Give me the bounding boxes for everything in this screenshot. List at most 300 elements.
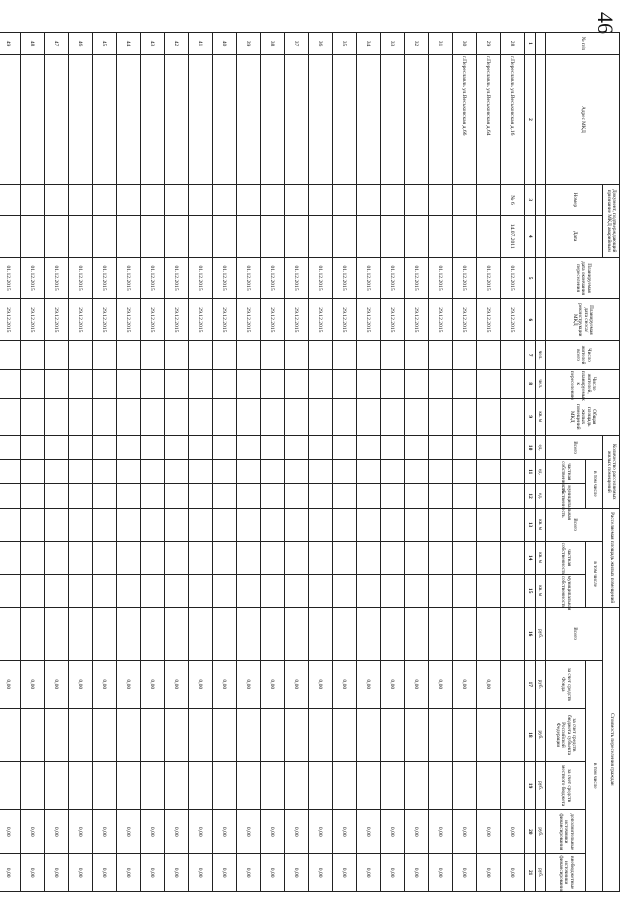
cell-p2: 29.12.2015 — [501, 299, 525, 341]
cell-s1 — [189, 508, 213, 541]
cell-p1: 01.12.2015 — [357, 257, 381, 299]
cell-s1 — [93, 508, 117, 541]
cell-f: 0,00 — [117, 660, 141, 708]
cell-dn — [45, 184, 69, 215]
cell-r2 — [93, 369, 117, 398]
cell-s3 — [165, 574, 189, 607]
cell-ad: 0,00 — [69, 810, 93, 854]
col-end-resettlement-header: Планируемая дата окончания переселения — [546, 257, 620, 299]
cell-n: 33 — [381, 33, 405, 55]
cell-lb — [453, 761, 477, 809]
cell-dd — [0, 215, 21, 257]
cell-t — [213, 607, 237, 660]
cell-ad: 0,00 — [285, 810, 309, 854]
col-extra-header: внебюджетные источники финансирования — [546, 854, 586, 892]
col-area-municipal-header: муниципальная собственность — [546, 574, 586, 607]
cell-a — [285, 398, 309, 435]
col-count-private-header: частная собственность — [546, 460, 586, 484]
cell-addr — [405, 55, 429, 185]
cell-f: 0,00 — [21, 660, 45, 708]
cell-a — [45, 398, 69, 435]
cell-a — [333, 398, 357, 435]
cell-ad: 0,00 — [21, 810, 45, 854]
cell-s2 — [333, 541, 357, 574]
cell-c3 — [213, 484, 237, 508]
cell-n: 29 — [477, 33, 501, 55]
cell-p1: 01.12.2015 — [21, 257, 45, 299]
cell-dd — [189, 215, 213, 257]
cell-s1 — [45, 508, 69, 541]
cell-c2 — [21, 460, 45, 484]
cell-s3 — [381, 574, 405, 607]
col-count-municipal-header: муниципальная собственность — [546, 484, 586, 508]
cell-rb — [405, 709, 429, 762]
cell-r2 — [261, 369, 285, 398]
cell-ex: 0,00 — [237, 854, 261, 892]
cell-dd — [453, 215, 477, 257]
cell-s3 — [93, 574, 117, 607]
cell-ex: 0,00 — [69, 854, 93, 892]
cell-p1: 01.12.2015 — [477, 257, 501, 299]
column-number-cell: 13 — [525, 508, 536, 541]
cell-t — [45, 607, 69, 660]
cell-t — [117, 607, 141, 660]
cell-a — [381, 398, 405, 435]
cell-p2: 29.12.2015 — [285, 299, 309, 341]
cell-s2 — [309, 541, 333, 574]
cell-addr: г.Переславль ул.Веськовская д.64 — [477, 55, 501, 185]
cell-p1: 01.12.2015 — [405, 257, 429, 299]
cell-c1 — [405, 435, 429, 459]
cell-dn — [165, 184, 189, 215]
table-row — [501, 33, 525, 892]
cell-dn — [141, 184, 165, 215]
cell-n: 47 — [45, 33, 69, 55]
cell-s1 — [0, 508, 21, 541]
cell-n: 48 — [21, 33, 45, 55]
cell-r1 — [93, 341, 117, 370]
cell-rb — [117, 709, 141, 762]
cell-rb — [237, 709, 261, 762]
table-row — [261, 33, 285, 892]
cell-ad: 0,00 — [405, 810, 429, 854]
cell-n: 45 — [93, 33, 117, 55]
cell-a — [117, 398, 141, 435]
cell-r2 — [477, 369, 501, 398]
cell-lb — [213, 761, 237, 809]
cell-t — [477, 607, 501, 660]
cell-a — [69, 398, 93, 435]
cell-ad: 0,00 — [477, 810, 501, 854]
cell-s2 — [285, 541, 309, 574]
cell-s3 — [333, 574, 357, 607]
cell-ad: 0,00 — [141, 810, 165, 854]
cell-rb — [165, 709, 189, 762]
cell-s1 — [501, 508, 525, 541]
cell-p2: 29.12.2015 — [21, 299, 45, 341]
cell-r2 — [501, 369, 525, 398]
cell-c3 — [93, 484, 117, 508]
cell-lb — [381, 761, 405, 809]
unit-cell — [536, 55, 546, 185]
cell-lb — [237, 761, 261, 809]
unit-cell: чел. — [536, 341, 546, 370]
cell-r2 — [141, 369, 165, 398]
cell-p1: 01.12.2015 — [429, 257, 453, 299]
cell-t — [21, 607, 45, 660]
cell-f: 0,00 — [45, 660, 69, 708]
cell-c1 — [261, 435, 285, 459]
unit-cell — [536, 33, 546, 55]
cell-p1: 01.12.2015 — [117, 257, 141, 299]
cell-p2: 29.12.2015 — [429, 299, 453, 341]
unit-cell: руб. — [536, 709, 546, 762]
cell-s2 — [213, 541, 237, 574]
cell-c1 — [237, 435, 261, 459]
col-demolition-header: Планируемая дата сноса/реконструкции МКД — [546, 299, 620, 341]
cell-ex: 0,00 — [357, 854, 381, 892]
cell-c3 — [429, 484, 453, 508]
cell-c2 — [237, 460, 261, 484]
cell-a — [189, 398, 213, 435]
cell-r2 — [429, 369, 453, 398]
cell-lb — [45, 761, 69, 809]
cell-s2 — [69, 541, 93, 574]
cell-ex: 0,00 — [405, 854, 429, 892]
column-number-cell: 7 — [525, 341, 536, 370]
table-row — [453, 33, 477, 892]
cell-s3 — [261, 574, 285, 607]
cell-dd — [285, 215, 309, 257]
cell-r1 — [45, 341, 69, 370]
cell-c3 — [405, 484, 429, 508]
cell-p1: 01.12.2015 — [453, 257, 477, 299]
cell-s1 — [453, 508, 477, 541]
cell-dd — [309, 215, 333, 257]
cell-r1 — [0, 341, 21, 370]
cell-p1: 01.12.2015 — [93, 257, 117, 299]
col-address-header: Адрес МКД — [546, 55, 620, 185]
table-row — [189, 33, 213, 892]
cell-s2 — [405, 541, 429, 574]
cell-a — [453, 398, 477, 435]
cell-ad: 0,00 — [165, 810, 189, 854]
cell-c1 — [45, 435, 69, 459]
cell-p2: 29.12.2015 — [213, 299, 237, 341]
cell-r1 — [333, 341, 357, 370]
cell-r2 — [0, 369, 21, 398]
cell-t — [93, 607, 117, 660]
cell-s1 — [405, 508, 429, 541]
cell-c2 — [501, 460, 525, 484]
cost-in-that-header: в том числе — [586, 660, 603, 891]
cell-a — [165, 398, 189, 435]
cell-lb — [117, 761, 141, 809]
table-row — [237, 33, 261, 892]
cell-c2 — [405, 460, 429, 484]
unit-cell: ед. — [536, 460, 546, 484]
cell-c2 — [453, 460, 477, 484]
area-in-that-header: в том числе — [586, 541, 603, 607]
cell-n: 38 — [261, 33, 285, 55]
cell-p1: 01.12.2015 — [501, 257, 525, 299]
cell-ad: 0,00 — [213, 810, 237, 854]
cell-lb — [93, 761, 117, 809]
col-doc-number-header: Номер — [546, 184, 603, 215]
cell-p1: 01.12.2015 — [237, 257, 261, 299]
cell-dd — [213, 215, 237, 257]
cell-s3 — [357, 574, 381, 607]
cell-t — [141, 607, 165, 660]
column-number-cell: 3 — [525, 184, 536, 215]
cell-r2 — [69, 369, 93, 398]
cell-lb — [141, 761, 165, 809]
cell-s1 — [21, 508, 45, 541]
cell-n: 35 — [333, 33, 357, 55]
cell-f: 0,00 — [261, 660, 285, 708]
cell-lb — [357, 761, 381, 809]
cell-s3 — [0, 574, 21, 607]
cell-a — [0, 398, 21, 435]
column-number-cell: 17 — [525, 660, 536, 708]
cell-p2: 29.12.2015 — [381, 299, 405, 341]
cell-f: 0,00 — [69, 660, 93, 708]
unit-cell — [536, 184, 546, 215]
cell-s1 — [285, 508, 309, 541]
cell-s2 — [141, 541, 165, 574]
table-row — [117, 33, 141, 892]
unit-cell: чел. — [536, 369, 546, 398]
cell-lb — [405, 761, 429, 809]
unit-cell: руб. — [536, 854, 546, 892]
cell-t — [381, 607, 405, 660]
cell-s3 — [189, 574, 213, 607]
cell-s2 — [165, 541, 189, 574]
cell-dd — [93, 215, 117, 257]
cell-n: 30 — [453, 33, 477, 55]
cell-rb — [69, 709, 93, 762]
cell-rb — [189, 709, 213, 762]
column-number-cell: 16 — [525, 607, 536, 660]
cell-dn — [309, 184, 333, 215]
cell-ad: 0,00 — [117, 810, 141, 854]
cell-r1 — [141, 341, 165, 370]
cell-f: 0,00 — [0, 660, 21, 708]
cell-p1: 01.12.2015 — [69, 257, 93, 299]
cell-r2 — [189, 369, 213, 398]
cell-c1 — [285, 435, 309, 459]
cell-dd — [429, 215, 453, 257]
column-number-cell: 9 — [525, 398, 536, 435]
cell-ex: 0,00 — [93, 854, 117, 892]
cell-c2 — [381, 460, 405, 484]
cell-s3 — [237, 574, 261, 607]
cell-s1 — [309, 508, 333, 541]
cell-r1 — [357, 341, 381, 370]
unit-cell: ед. — [536, 484, 546, 508]
cell-ad: 0,00 — [0, 810, 21, 854]
cell-r1 — [189, 341, 213, 370]
cell-c2 — [429, 460, 453, 484]
col-doc-date-header: Дата — [546, 215, 603, 257]
cell-p1: 01.12.2015 — [213, 257, 237, 299]
cell-p1: 01.12.2015 — [333, 257, 357, 299]
cell-r2 — [309, 369, 333, 398]
cell-s3 — [117, 574, 141, 607]
cell-dd — [117, 215, 141, 257]
cell-addr — [45, 55, 69, 185]
rotated-table-wrapper — [5, 32, 620, 893]
cell-r1 — [165, 341, 189, 370]
cell-ad: 0,00 — [45, 810, 69, 854]
cell-s2 — [453, 541, 477, 574]
cell-c3 — [501, 484, 525, 508]
cell-lb — [0, 761, 21, 809]
cell-dd — [333, 215, 357, 257]
cell-r2 — [357, 369, 381, 398]
cell-addr — [117, 55, 141, 185]
column-number-cell: 2 — [525, 55, 536, 185]
cell-t — [285, 607, 309, 660]
cell-s3 — [453, 574, 477, 607]
unit-cell — [536, 257, 546, 299]
cell-s1 — [381, 508, 405, 541]
cell-p1: 01.12.2015 — [0, 257, 21, 299]
cell-r2 — [117, 369, 141, 398]
cell-c2 — [0, 460, 21, 484]
unit-cell: руб. — [536, 810, 546, 854]
column-number-cell: 15 — [525, 574, 536, 607]
table-body — [0, 33, 525, 892]
cell-addr: г.Переславль ул.Веськовская д.16 — [501, 55, 525, 185]
column-number-cell: 4 — [525, 215, 536, 257]
cell-addr — [189, 55, 213, 185]
cell-c2 — [333, 460, 357, 484]
cell-dn — [213, 184, 237, 215]
cell-lb — [21, 761, 45, 809]
cell-c3 — [309, 484, 333, 508]
cell-c1 — [165, 435, 189, 459]
cost-group-header: Стоимость переселения граждан — [603, 607, 620, 891]
cell-ex: 0,00 — [429, 854, 453, 892]
cell-dd — [405, 215, 429, 257]
cell-s1 — [357, 508, 381, 541]
cell-c1 — [357, 435, 381, 459]
cell-lb — [333, 761, 357, 809]
cell-rb — [93, 709, 117, 762]
cell-c1 — [429, 435, 453, 459]
document-sheet — [5, 32, 620, 893]
cell-lb — [285, 761, 309, 809]
cell-p1: 01.12.2015 — [189, 257, 213, 299]
table-row — [309, 33, 333, 892]
table-row — [141, 33, 165, 892]
cell-p2: 29.12.2015 — [453, 299, 477, 341]
cell-n: 32 — [405, 33, 429, 55]
cell-dn — [357, 184, 381, 215]
cell-r2 — [213, 369, 237, 398]
cell-n: 43 — [141, 33, 165, 55]
cell-r2 — [285, 369, 309, 398]
cell-c1 — [117, 435, 141, 459]
cell-dn — [21, 184, 45, 215]
cell-r1 — [69, 341, 93, 370]
column-number-cell: 14 — [525, 541, 536, 574]
cell-p2: 29.12.2015 — [405, 299, 429, 341]
cell-f: 0,00 — [381, 660, 405, 708]
cell-t — [189, 607, 213, 660]
cell-rb — [501, 709, 525, 762]
cell-c1 — [189, 435, 213, 459]
cell-p2: 29.12.2015 — [0, 299, 21, 341]
cell-a — [309, 398, 333, 435]
col-additional-header: дополнительные источники финансирования — [546, 810, 586, 854]
cell-r2 — [453, 369, 477, 398]
cell-rb — [477, 709, 501, 762]
cell-dn — [0, 184, 21, 215]
table-row — [93, 33, 117, 892]
cell-a — [501, 398, 525, 435]
cell-f — [501, 660, 525, 708]
unit-cell: кв. м — [536, 574, 546, 607]
cell-rb — [429, 709, 453, 762]
cell-r1 — [501, 341, 525, 370]
col-area-total-header: Общая площадь жилых помещений МКД — [546, 398, 620, 435]
cell-s2 — [189, 541, 213, 574]
cell-c2 — [93, 460, 117, 484]
cell-r1 — [477, 341, 501, 370]
cell-a — [237, 398, 261, 435]
cell-rb — [357, 709, 381, 762]
cell-c1 — [453, 435, 477, 459]
count-in-that-header: в том числе — [586, 460, 603, 508]
cell-p2: 29.12.2015 — [261, 299, 285, 341]
cell-a — [429, 398, 453, 435]
cell-p2: 29.12.2015 — [357, 299, 381, 341]
cell-ex: 0,00 — [309, 854, 333, 892]
cell-addr — [0, 55, 21, 185]
cell-ad: 0,00 — [453, 810, 477, 854]
cell-n: 49 — [0, 33, 21, 55]
cell-s1 — [213, 508, 237, 541]
cell-addr — [93, 55, 117, 185]
table-row — [477, 33, 501, 892]
cell-dn — [405, 184, 429, 215]
cell-s3 — [285, 574, 309, 607]
cell-s3 — [213, 574, 237, 607]
cell-s1 — [237, 508, 261, 541]
cell-ad: 0,00 — [429, 810, 453, 854]
cell-p1: 01.12.2015 — [165, 257, 189, 299]
cell-s2 — [237, 541, 261, 574]
col-area-sum-header: Всего — [546, 508, 603, 541]
cell-r1 — [405, 341, 429, 370]
cell-addr — [21, 55, 45, 185]
table-row — [21, 33, 45, 892]
cell-n: 42 — [165, 33, 189, 55]
table-row — [357, 33, 381, 892]
cell-c2 — [285, 460, 309, 484]
cell-dn — [429, 184, 453, 215]
cell-dn — [237, 184, 261, 215]
cell-c2 — [213, 460, 237, 484]
cell-n: 44 — [117, 33, 141, 55]
cell-ad: 0,00 — [189, 810, 213, 854]
cell-t — [501, 607, 525, 660]
cell-c3 — [165, 484, 189, 508]
cell-dd — [237, 215, 261, 257]
cell-c1 — [333, 435, 357, 459]
